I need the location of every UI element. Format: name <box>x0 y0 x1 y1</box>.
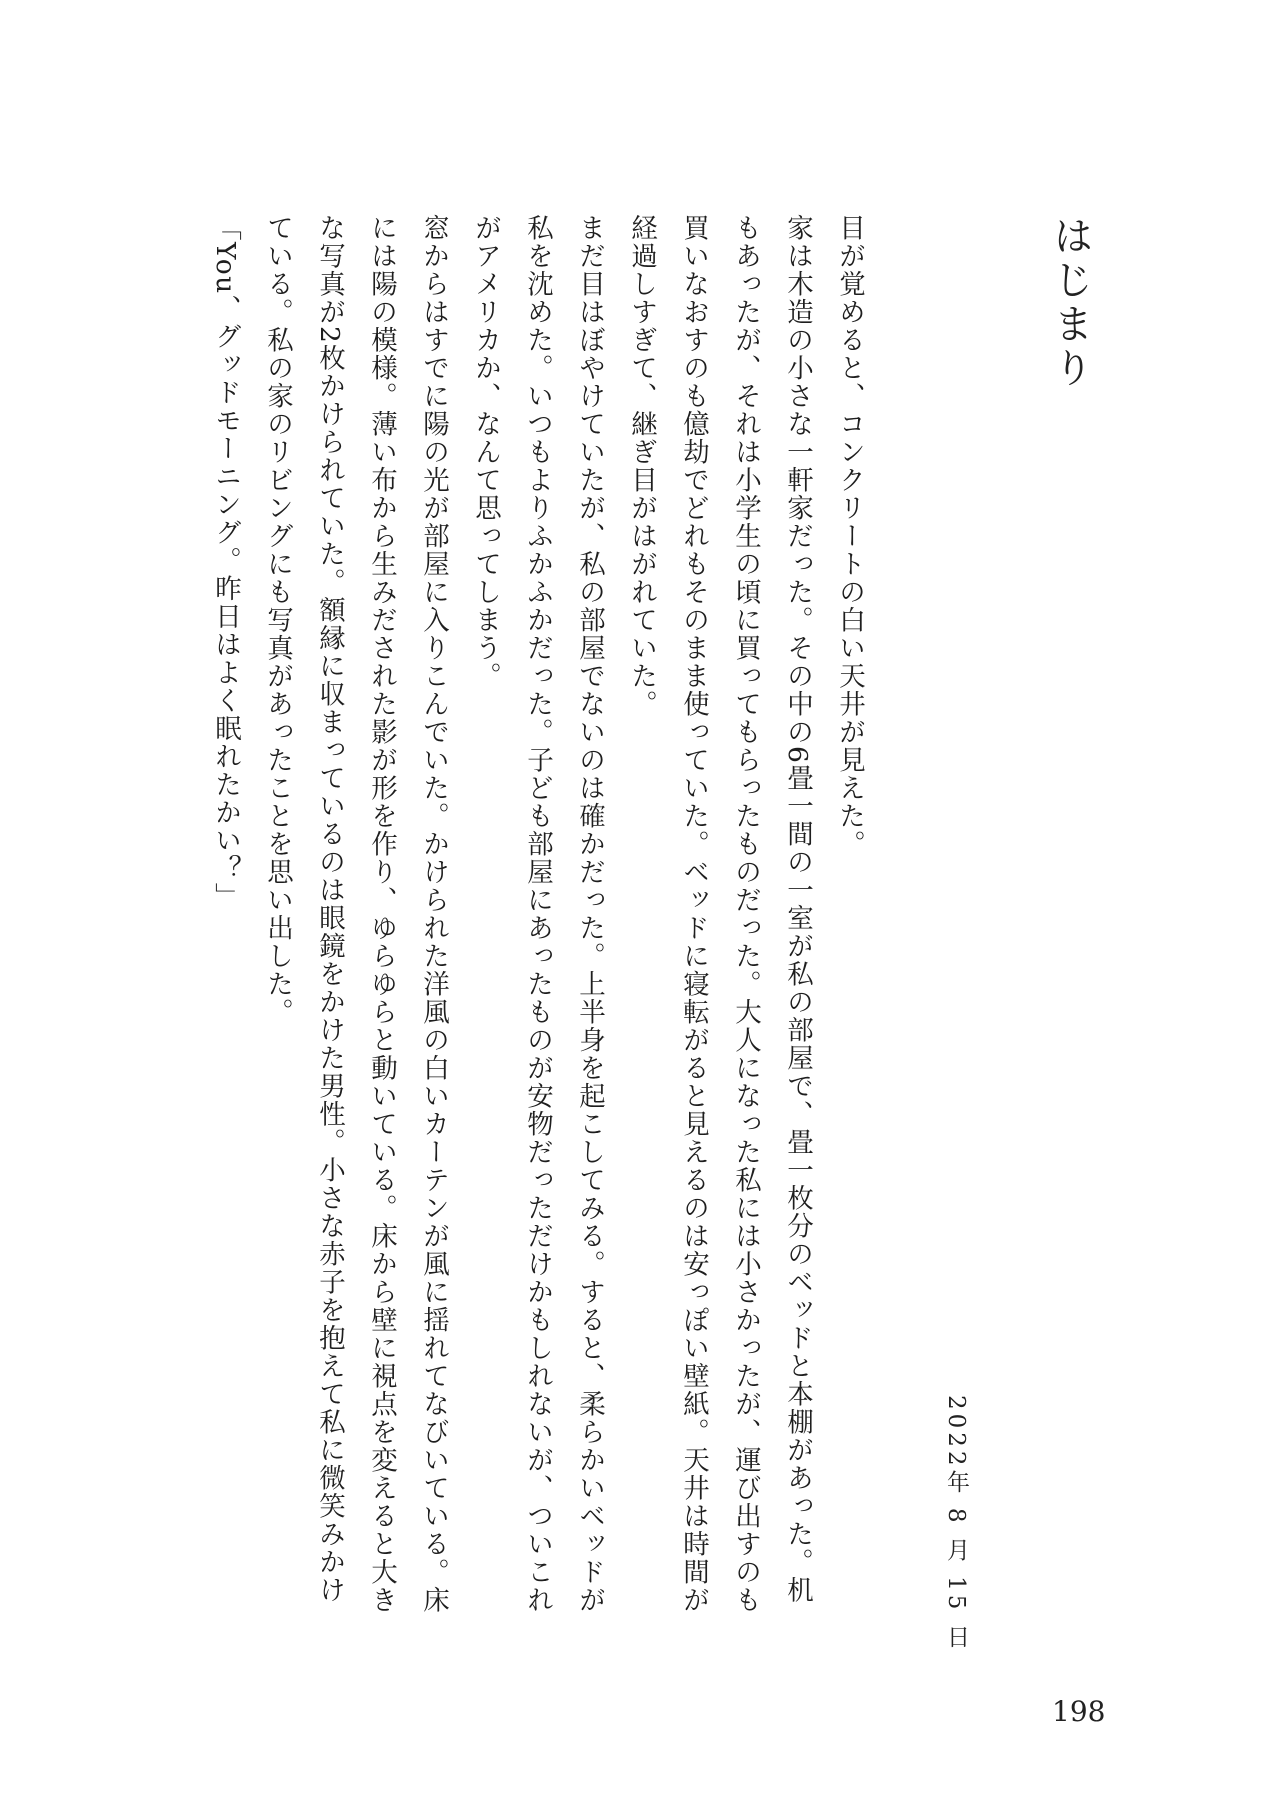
paragraph: 窓からはすでに陽の光が部屋に入りこんでいた。かけられた洋風の白いカーテンが風に揺れてなびいている。床には陽の模様。薄い布から生みだされた影が形を作り、ゆらゆらと動いている。床から壁に視点を変えると大きな写真が2枚かけられていた。額縁に収まっているのは眼鏡をかけた男性。小さな赤子を抱えて私に微笑みかけている。私の家のリビングにも写真があったことを思い出した。 <box>262 214 449 1614</box>
paragraph: まだ目はぼやけていたが、私の部屋でないのは確かだった。上半身を起こしてみる。すると、柔らかいベッドが私を沈めた。いつもよりふかふかだった。子ども部屋にあったものが安物だっただけかもしれないが、ついこれがアメリカか、なんて思ってしまう。 <box>470 214 605 1614</box>
page-number: 198 <box>1052 1695 1106 1728</box>
body-text <box>185 214 875 1629</box>
chapter-date: 2022年 8 月 15 日 <box>943 1395 969 1652</box>
chapter-title: はじまり <box>1047 215 1093 391</box>
paragraph: 目が覚めると、コンクリートの白い天井が見えた。 <box>834 214 865 858</box>
paragraph: 「You、グッドモーニング。昨日はよく眠れたかい？」 <box>210 214 241 911</box>
paragraph: 家は木造の小さな一軒家だった。その中の6畳一間の一室が私の部屋で、畳一枚分のベッドと本棚があった。机もあったが、それは小学生の頃に買ってもらったものだった。大人になった私には小さかったが、運び出すのも買いなおすのも億劫でどれもそのまま使っていた。ベッドに寝転がると見えるのは安っぽい壁紙。天井は時間が経過しすぎて、継ぎ目がはがれていた。 <box>626 214 813 1614</box>
